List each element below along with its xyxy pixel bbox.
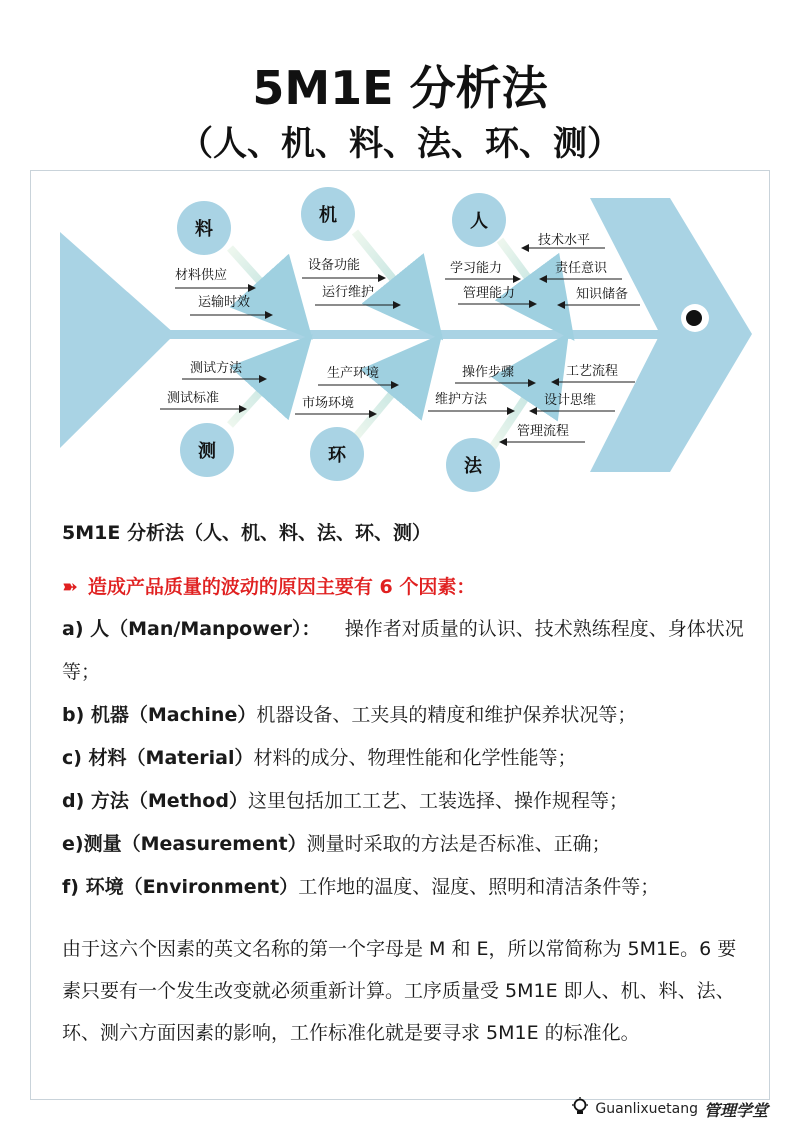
factor-c-prefix: c) 材料（Material） bbox=[62, 747, 254, 769]
page-title: 5M1E 分析法 bbox=[252, 61, 548, 115]
fish-pupil bbox=[686, 310, 702, 326]
fish-tail bbox=[60, 232, 175, 448]
cause-label: 学习能力 bbox=[450, 261, 503, 276]
category-ji bbox=[301, 187, 355, 241]
category-fa bbox=[446, 438, 500, 492]
cause-label: 材料供应 bbox=[175, 268, 228, 283]
factor-e-text: 测量时采取的方法是否标准、正确； bbox=[306, 833, 611, 855]
category-ce bbox=[180, 423, 234, 477]
factor-d bbox=[62, 780, 628, 823]
factor-b-prefix: b) 机器（Machine） bbox=[62, 704, 257, 726]
fishbone-diagram bbox=[30, 170, 770, 500]
cause-label: 技术水平 bbox=[538, 233, 591, 248]
factor-d-prefix: d) 方法（Method） bbox=[62, 790, 248, 812]
cause-label: 市场环境 bbox=[302, 396, 355, 411]
cause-label: 知识储备 bbox=[576, 287, 629, 302]
svg-text:料: 料 bbox=[195, 219, 213, 240]
footer-latin: Guanlixuetang bbox=[595, 1101, 698, 1117]
svg-text:法: 法 bbox=[464, 456, 482, 477]
svg-text:环: 环 bbox=[328, 445, 346, 466]
factor-b bbox=[62, 694, 636, 737]
factor-c bbox=[62, 737, 577, 780]
cause-label: 责任意识 bbox=[555, 261, 608, 276]
factor-f bbox=[62, 866, 659, 909]
category-liao bbox=[177, 201, 231, 255]
cause-label: 运输时效 bbox=[198, 295, 251, 310]
factor-b-text: 机器设备、工夹具的精度和维护保养状况等； bbox=[256, 704, 637, 726]
bone-huan bbox=[355, 346, 432, 438]
cause-label: 设计思维 bbox=[544, 393, 597, 408]
factor-f-prefix: f) 环境（Environment） bbox=[62, 876, 299, 898]
cause-label: 运行维护 bbox=[322, 285, 375, 300]
arrow-bullet-icon: ➽ bbox=[62, 576, 78, 598]
cause-label: 管理能力 bbox=[463, 286, 516, 301]
bone-ce bbox=[230, 346, 302, 425]
cause-label: 工艺流程 bbox=[566, 364, 619, 379]
cause-label: 操作步骤 bbox=[462, 365, 515, 380]
factors-heading-text: 造成产品质量的波动的原因主要有 6 个因素： bbox=[87, 576, 476, 598]
lightbulb-icon bbox=[571, 1097, 589, 1121]
factors-heading bbox=[62, 572, 475, 599]
factor-d-text: 这里包括加工工艺、工装选择、操作规程等； bbox=[247, 790, 628, 812]
footer-logo-text: 管理学堂 bbox=[703, 1100, 768, 1120]
factor-a-prefix: a) 人（Man/Manpower）： bbox=[62, 618, 321, 640]
section-heading: 5M1E 分析法（人、机、料、法、环、测） bbox=[62, 522, 431, 544]
category-huan bbox=[310, 427, 364, 481]
factor-a bbox=[62, 608, 752, 694]
factor-c-text: 材料的成分、物理性能和化学性能等； bbox=[253, 747, 577, 769]
cause-label: 生产环境 bbox=[327, 366, 380, 381]
category-ren bbox=[452, 193, 506, 247]
cause-label: 维护方法 bbox=[435, 392, 488, 407]
cause-label: 测试标准 bbox=[167, 391, 220, 406]
page-subtitle: （人、机、料、法、环、测） bbox=[179, 124, 621, 164]
bone-ren bbox=[500, 240, 565, 328]
cause-label: 测试方法 bbox=[190, 361, 243, 376]
factor-e bbox=[62, 823, 611, 866]
svg-text:机: 机 bbox=[319, 205, 337, 226]
bone-ji bbox=[355, 232, 433, 328]
factor-a-text: 操作者对质量的认识、技术熟练程度、身体状况等； bbox=[62, 618, 744, 683]
fish-spine bbox=[170, 330, 675, 339]
factor-e-prefix: e)测量（Measurement） bbox=[62, 833, 307, 855]
cause-label: 设备功能 bbox=[308, 258, 361, 273]
svg-text:人: 人 bbox=[470, 211, 488, 232]
svg-text:测: 测 bbox=[198, 441, 216, 462]
factor-f-text: 工作地的温度、湿度、照明和清洁条件等； bbox=[298, 876, 660, 898]
footer-brand bbox=[571, 1097, 768, 1121]
cause-label: 管理流程 bbox=[517, 424, 570, 439]
summary-paragraph: 由于这六个因素的英文名称的第一个字母是 M 和 E，所以常简称为 5M1E。6 要素只要有一个发生改变就必须重新计算。工序质量受 5M1E 即人、机、料、法、环、测六方面因素的影响，工作标准化就是要寻求 5M1E 的标准化。 bbox=[62, 938, 737, 1044]
